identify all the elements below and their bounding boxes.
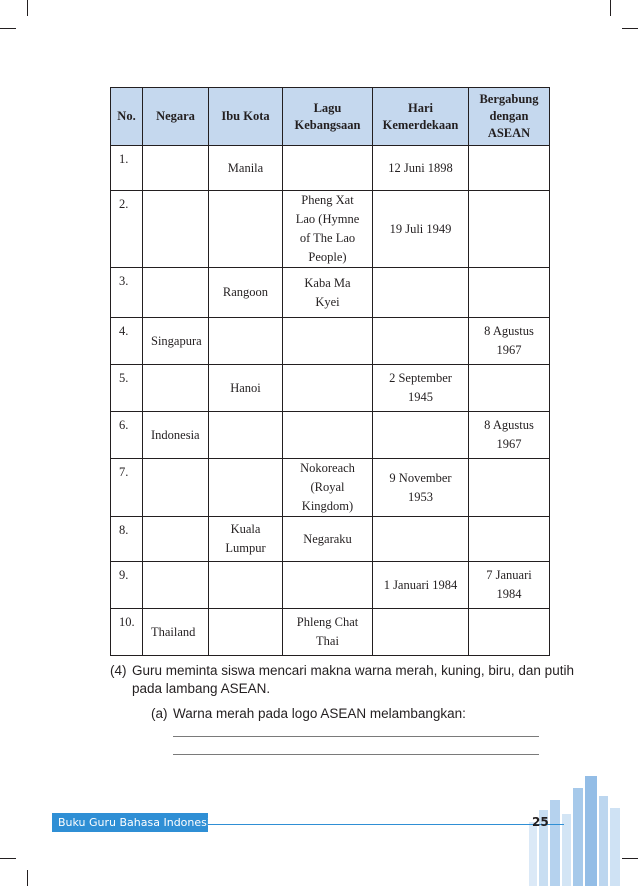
- cell-lagu-kebangsaan-line: of The Lao: [299, 231, 356, 245]
- cell-lagu-kebangsaan-line: Kyei: [315, 294, 340, 309]
- cell-bergabung-asean: [469, 609, 550, 656]
- header-hari-kemerdekaan: [373, 88, 469, 146]
- cell-lagu-kebangsaan: [283, 412, 373, 459]
- header-bergabung-line: ASEAN: [487, 126, 531, 140]
- cell-negara: [143, 191, 209, 268]
- header-no: No.: [111, 88, 143, 146]
- cell-no: 3.: [111, 268, 143, 318]
- table-row: [111, 365, 550, 412]
- cell-ibu-kota: [209, 146, 283, 191]
- cell-bergabung-asean: [469, 268, 550, 318]
- cell-hari-kemerdekaan: [373, 517, 469, 562]
- cell-ibu-kota-line: Rangoon: [222, 285, 269, 299]
- header-bergabung-asean: [469, 88, 550, 146]
- cell-no: 5.: [111, 365, 143, 412]
- cell-negara: [143, 609, 209, 656]
- cell-hari-kemerdekaan-line: 12 Juni 1898: [388, 160, 453, 175]
- cell-no: 1.: [111, 146, 143, 191]
- instruction-number: (4): [110, 663, 127, 678]
- instruction-text-line-1: Guru meminta siswa mencari makna warna merah, kuning, biru, dan putih: [132, 663, 574, 678]
- crop-mark-bottom-left-v: [27, 870, 28, 886]
- cell-no: 10.: [111, 609, 143, 656]
- cell-bergabung-asean: [469, 412, 550, 459]
- cell-hari-kemerdekaan-line: 2 September: [389, 371, 452, 385]
- sub-question-label: (a): [151, 706, 168, 721]
- cell-ibu-kota-line: Manila: [227, 160, 264, 175]
- cell-no: 4.: [111, 318, 143, 365]
- cell-lagu-kebangsaan-line: Kaba Ma: [304, 275, 351, 290]
- cell-hari-kemerdekaan-line: 19 Juli 1949: [389, 221, 452, 236]
- cell-negara: [143, 268, 209, 318]
- cell-no: 8.: [111, 517, 143, 562]
- cell-bergabung-asean: [469, 365, 550, 412]
- header-bergabung-line: dengan: [489, 109, 529, 123]
- cell-negara: [143, 412, 209, 459]
- answer-line[interactable]: [173, 754, 539, 755]
- cell-no: 7.: [111, 459, 143, 517]
- table-body: [111, 146, 550, 656]
- cell-ibu-kota-line: Lumpur: [225, 541, 266, 555]
- cell-lagu-kebangsaan: [283, 517, 373, 562]
- cell-hari-kemerdekaan: [373, 268, 469, 318]
- cell-negara: [143, 146, 209, 191]
- cell-hari-kemerdekaan-line: 1 Januari 1984: [383, 577, 458, 592]
- cell-hari-kemerdekaan: [373, 412, 469, 459]
- cell-bergabung-asean-line: 1967: [496, 343, 522, 357]
- cell-lagu-kebangsaan-line: People): [308, 250, 347, 264]
- cell-bergabung-asean: [469, 562, 550, 609]
- table-row: [111, 562, 550, 609]
- cell-hari-kemerdekaan-line: 9 November: [389, 470, 452, 485]
- cell-hari-kemerdekaan: [373, 318, 469, 365]
- cell-lagu-kebangsaan: [283, 562, 373, 609]
- cell-lagu-kebangsaan: [283, 365, 373, 412]
- cell-bergabung-asean-line: 8 Agustus: [484, 418, 534, 432]
- cell-bergabung-asean: [469, 146, 550, 191]
- table-row: [111, 146, 550, 191]
- header-negara: Negara: [143, 88, 209, 146]
- cell-ibu-kota: [209, 318, 283, 365]
- header-lagu-line: Lagu: [313, 100, 342, 115]
- crop-mark-top-right-h: [622, 28, 638, 29]
- cell-negara-line: Indonesia: [151, 427, 200, 442]
- table-header-row: [111, 88, 550, 146]
- cell-lagu-kebangsaan: [283, 146, 373, 191]
- cell-hari-kemerdekaan: [373, 191, 469, 268]
- cell-lagu-kebangsaan: [283, 191, 373, 268]
- asean-countries-table: [110, 87, 550, 656]
- cell-lagu-kebangsaan-line: Thai: [316, 634, 339, 648]
- page-number: 25: [532, 815, 549, 829]
- cell-ibu-kota: [209, 365, 283, 412]
- cell-negara: [143, 517, 209, 562]
- cell-bergabung-asean: [469, 517, 550, 562]
- cell-ibu-kota: [209, 268, 283, 318]
- crop-mark-top-right-v: [610, 0, 611, 16]
- cell-no: 2.: [111, 191, 143, 268]
- crop-mark-bottom-left-h: [0, 858, 16, 859]
- cell-hari-kemerdekaan-line: 1953: [408, 489, 433, 504]
- cell-negara: [143, 562, 209, 609]
- table-row: [111, 517, 550, 562]
- cell-negara: [143, 318, 209, 365]
- table-row: [111, 191, 550, 268]
- cell-ibu-kota-line: Hanoi: [230, 380, 261, 395]
- cell-hari-kemerdekaan: [373, 146, 469, 191]
- cell-no: 6.: [111, 412, 143, 459]
- cell-hari-kemerdekaan: [373, 562, 469, 609]
- cell-hari-kemerdekaan: [373, 609, 469, 656]
- cell-bergabung-asean-line: 8 Agustus: [484, 324, 534, 338]
- cell-lagu-kebangsaan-line: Kingdom): [301, 499, 354, 513]
- sub-question-text: Warna merah pada logo ASEAN melambangkan:: [173, 706, 466, 721]
- cell-negara: [143, 365, 209, 412]
- cell-ibu-kota: [209, 412, 283, 459]
- cell-lagu-kebangsaan: [283, 268, 373, 318]
- cell-negara-line: Thailand: [151, 624, 196, 639]
- table-row: [111, 609, 550, 656]
- cell-ibu-kota: [209, 191, 283, 268]
- footer-book-title: Buku Guru Bahasa Indonesia: [58, 816, 217, 829]
- cell-bergabung-asean: [469, 459, 550, 517]
- cell-hari-kemerdekaan-line: 1945: [408, 390, 433, 404]
- cell-lagu-kebangsaan-line: Nokoreach: [300, 461, 355, 475]
- cell-lagu-kebangsaan: [283, 609, 373, 656]
- cell-hari-kemerdekaan: [373, 365, 469, 412]
- cell-bergabung-asean-line: 1984: [496, 587, 522, 601]
- cell-lagu-kebangsaan-line: Phleng Chat: [296, 615, 359, 629]
- cell-lagu-kebangsaan-line: (Royal: [310, 480, 345, 494]
- table-row: [111, 318, 550, 365]
- cell-ibu-kota: [209, 517, 283, 562]
- header-ibu-kota: Ibu Kota: [209, 88, 283, 146]
- answer-line[interactable]: [173, 736, 539, 737]
- cell-ibu-kota: [209, 459, 283, 517]
- crop-mark-top-left-h: [0, 28, 16, 29]
- cell-bergabung-asean-line: 1967: [496, 437, 522, 451]
- instruction-text-line-2: pada lambang ASEAN.: [132, 681, 271, 696]
- cell-negara-line: Singapura: [151, 333, 202, 348]
- header-hari-line: Kemerdekaan: [382, 117, 459, 132]
- cell-bergabung-asean: [469, 318, 550, 365]
- cell-no: 9.: [111, 562, 143, 609]
- cell-lagu-kebangsaan: [283, 318, 373, 365]
- cell-ibu-kota: [209, 562, 283, 609]
- crop-mark-top-left-v: [27, 0, 28, 16]
- header-bergabung-line: Bergabung: [479, 92, 539, 106]
- cell-bergabung-asean-line: 7 Januari: [486, 568, 532, 582]
- cell-hari-kemerdekaan: [373, 459, 469, 517]
- header-lagu-line: Kebangsaan: [294, 117, 361, 132]
- cell-ibu-kota: [209, 609, 283, 656]
- cell-bergabung-asean: [469, 191, 550, 268]
- table-row: [111, 412, 550, 459]
- header-lagu-kebangsaan: [283, 88, 373, 146]
- cell-negara: [143, 459, 209, 517]
- cell-lagu-kebangsaan-line: Negaraku: [303, 531, 352, 546]
- footer-divider: [208, 824, 564, 825]
- cell-lagu-kebangsaan-line: Lao (Hymne: [295, 212, 360, 226]
- table-row: [111, 268, 550, 318]
- table-row: [111, 459, 550, 517]
- header-hari-line: Hari: [408, 100, 433, 115]
- cell-ibu-kota-line: Kuala: [230, 522, 261, 536]
- cell-lagu-kebangsaan-line: Pheng Xat: [301, 193, 354, 207]
- cell-lagu-kebangsaan: [283, 459, 373, 517]
